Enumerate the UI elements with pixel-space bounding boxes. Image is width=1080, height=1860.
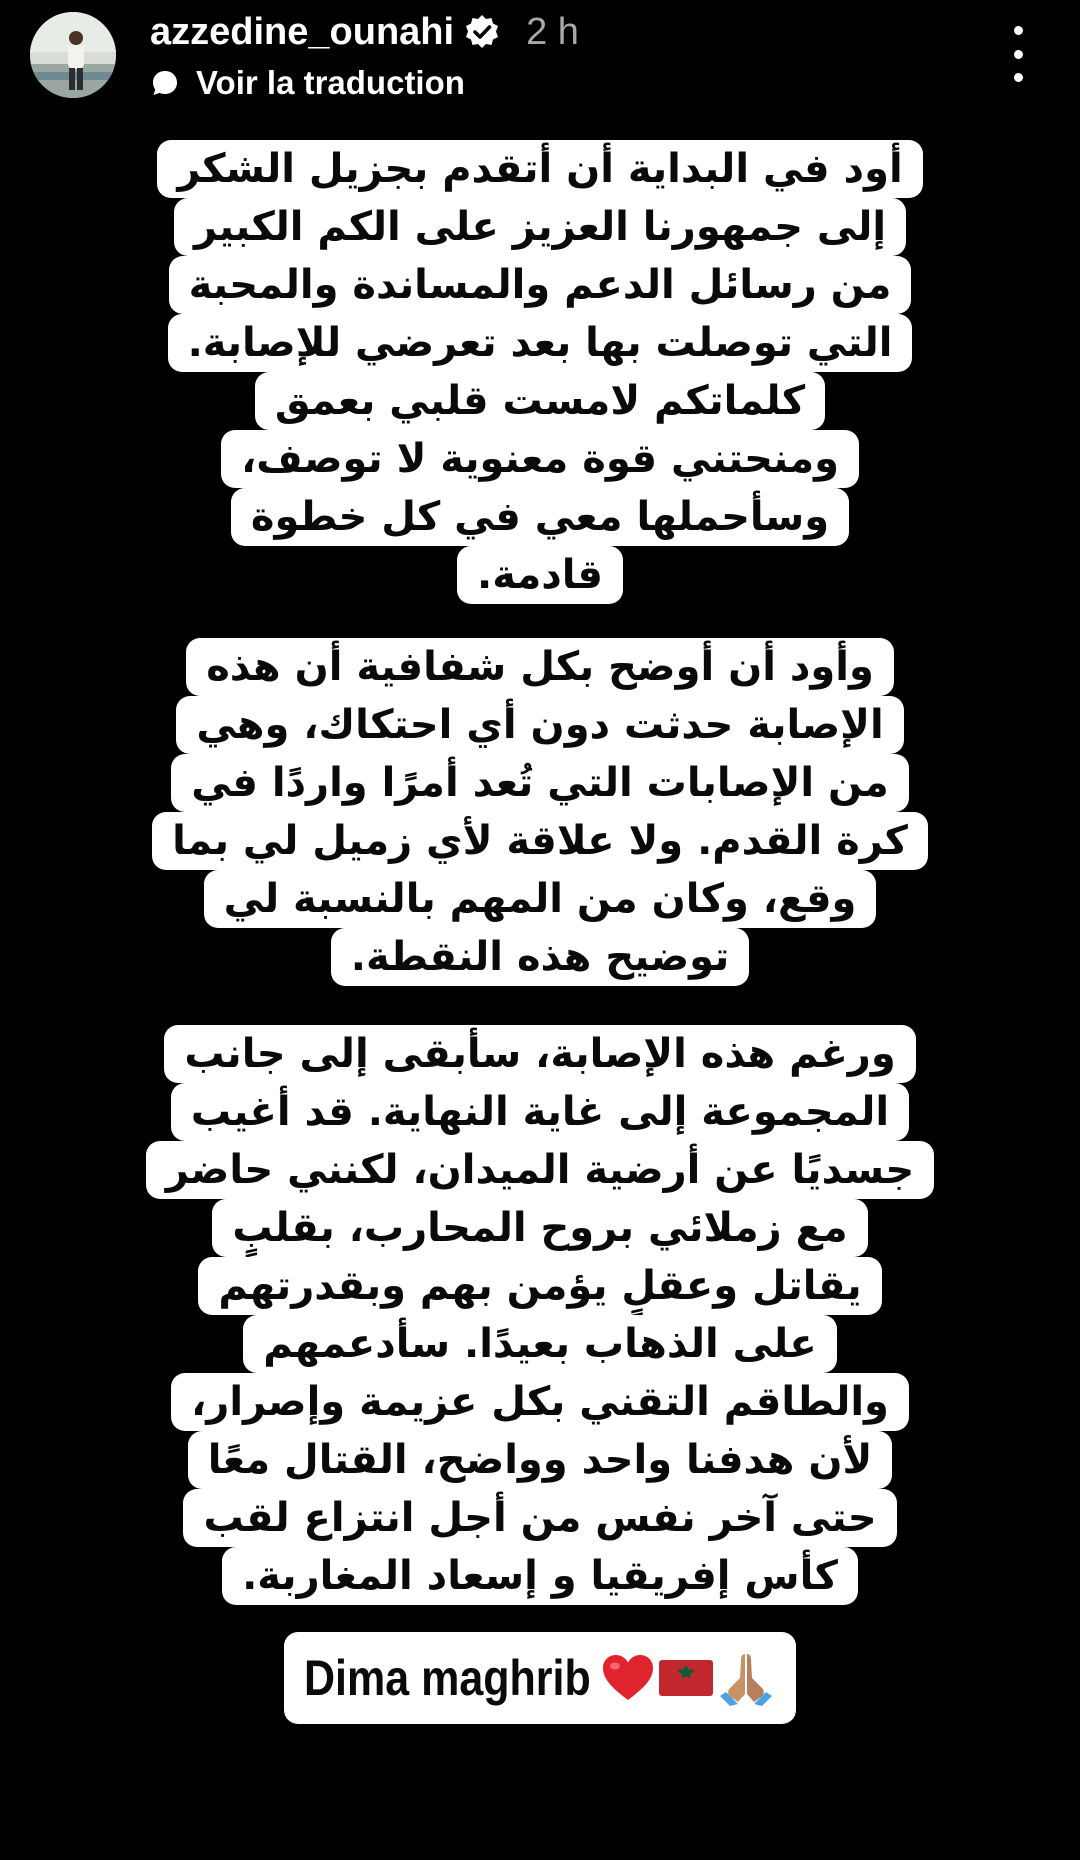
story-text-line: على الذهاب بعيدًا. سأدعمهم [243, 1315, 836, 1373]
story-text-line: المجموعة إلى غاية النهاية. قد أغيب [171, 1083, 909, 1141]
story-text-line: وسأحملها معي في كل خطوة [231, 488, 849, 546]
story-text-line: يقاتل وعقلٍ يؤمن بهم وبقدرتهم [198, 1257, 881, 1315]
vertical-ellipsis-icon [1014, 73, 1023, 82]
more-options-button[interactable] [996, 26, 1040, 82]
story-text-line: مع زملائي بروح المحارب، بقلبٍ [212, 1199, 867, 1257]
story-text-line: من الإصابات التي تُعد أمرًا واردًا في [171, 754, 909, 812]
story-text-line: من رسائل الدعم والمساندة والمحبة [169, 256, 912, 314]
story-text-line: والطاقم التقني بكل عزيمة وإصرار، [171, 1373, 909, 1431]
story-text-block [165, 1025, 915, 1605]
story-text-line: جسديًا عن أرضية الميدان، لكنني حاضر [146, 1141, 934, 1199]
story-text-line: حتى آخر نفس من أجل انتزاع لقب [183, 1489, 896, 1547]
vertical-ellipsis-icon [1014, 50, 1023, 59]
translation-label: Voir la traduction [196, 64, 465, 101]
story-text-line: ومنحتني قوة معنوية لا توصف، [221, 430, 859, 488]
story-text-line: أود في البداية أن أتقدم بجزيل الشكر [157, 140, 922, 198]
username[interactable]: azzedine_ounahi [150, 10, 455, 53]
folded-hands-icon [716, 1648, 776, 1708]
post-time: 2 h [526, 10, 579, 53]
story-text-line: كأس إفريقيا و إسعاد المغاربة. [222, 1547, 858, 1605]
story-text-line: ورغم هذه الإصابة، سأبقى إلى جانب [164, 1025, 915, 1083]
closing-pill [284, 1632, 795, 1724]
story-text-line: وأود أن أوضح بكل شفافية أن هذه [186, 638, 894, 696]
closing-text: Dima maghrib [304, 1650, 592, 1706]
story-text-block [172, 638, 908, 986]
story-text-line: التي توصلت بها بعد تعرضي للإصابة. [168, 314, 913, 372]
translation-link[interactable] [150, 60, 465, 106]
story-text-line: كلماتكم لامست قلبي بعمق [255, 372, 825, 430]
username-row [150, 6, 579, 58]
avatar[interactable] [30, 12, 116, 98]
closing-line [245, 1632, 835, 1724]
story-text-line: لأن هدفنا واحد وواضح، القتال معًا [188, 1431, 893, 1489]
story-text-block [177, 140, 903, 604]
story-text-line: كرة القدم. ولا علاقة لأي زميل لي بما [152, 812, 928, 870]
red-heart-icon [600, 1652, 656, 1704]
story-text-line: قادمة. [457, 546, 623, 604]
morocco-flag-icon [658, 1656, 714, 1700]
vertical-ellipsis-icon [1014, 26, 1023, 35]
speech-bubble-icon [150, 68, 180, 98]
story-text-line: توضيح هذه النقطة. [331, 928, 749, 986]
story-text-line: إلى جمهورنا العزيز على الكم الكبير [174, 198, 906, 256]
story-text-line: الإصابة حدثت دون أي احتكاك، وهي [176, 696, 903, 754]
story-text-line: وقع، وكان من المهم بالنسبة لي [204, 870, 877, 928]
verified-badge-icon [464, 14, 500, 50]
